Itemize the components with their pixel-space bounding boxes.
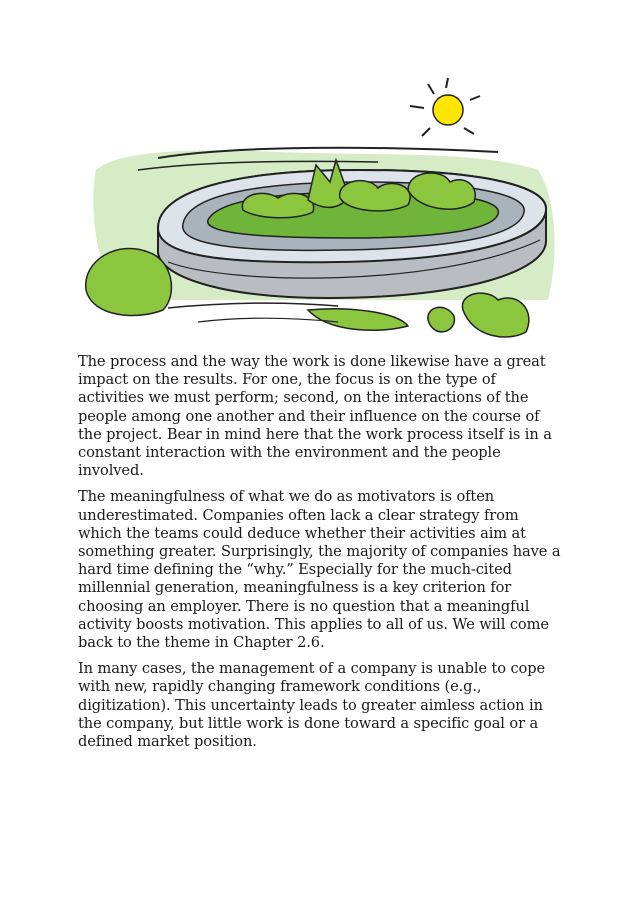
paragraph-1: The process and the way the work is done likewise have a great impact on the results. For one, the focus is on the type of activities we must perform; second, on the interactions of the people among one another and their influence on the course of the project. Bear in mind here that the work process itself is in a constant interaction with the environment and the people involved. bbox=[78, 353, 552, 480]
sun-icon bbox=[410, 78, 480, 136]
body-text bbox=[78, 353, 564, 759]
stadium-illustration bbox=[78, 70, 562, 345]
paragraph-2: The meaningfulness of what we do as motivators is often underestimated. Companies often lack a clear strategy from which the teams could deduce whether their activities aim at something greater. Surprisingly, the majority of companies have a hard time defining the “why.” Especially for the much-cited millennial generation, meaningfulness is a key criterion for choosing an employer. There is no question that a meaningful activity boosts motivation. This applies to all of us. We will come back to the theme in Chapter 2.6. bbox=[78, 488, 561, 652]
paragraph-3: In many cases, the management of a company is unable to cope with new, rapidly changing framework conditions (e.g., digitization). This uncertainty leads to greater aimless action in the company, but little work is done toward a specific goal or a defined market position. bbox=[78, 660, 546, 751]
